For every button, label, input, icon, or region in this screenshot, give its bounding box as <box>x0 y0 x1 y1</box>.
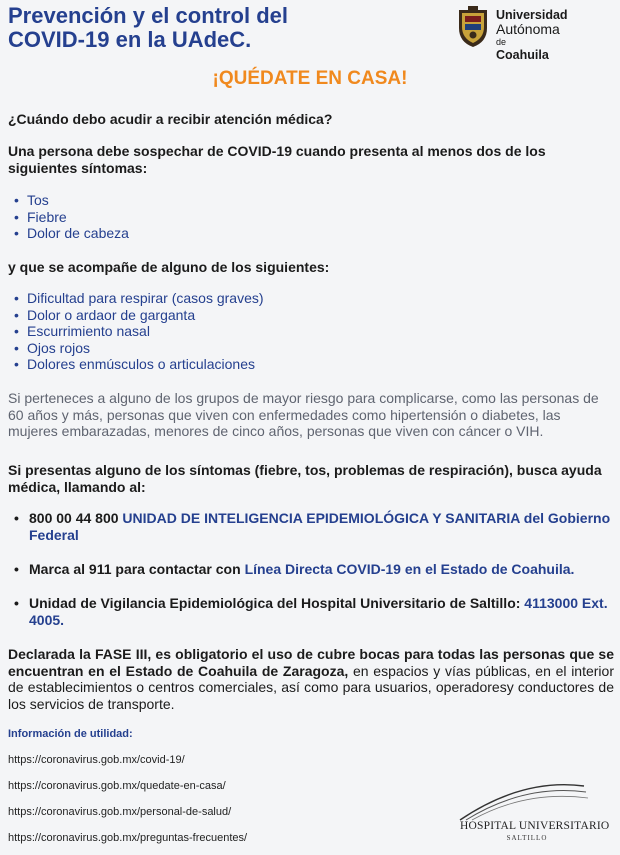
title-line-2: COVID-19 en la UAdeC. <box>8 27 252 52</box>
logo-line-3: Coahuila <box>496 48 549 62</box>
useful-info-heading: Información de utilidad: <box>8 728 133 740</box>
accompanied-intro: y que se acompañe de alguno de los siguientes: <box>8 259 330 275</box>
phase-rest-text: en espacios y vías públicas, en el interior de establecimientos o centros comerciales, así como para usuarios, operadoresy conductores de los servicios de transporte. <box>8 662 614 712</box>
info-link-quedate[interactable]: https://coronavirus.gob.mx/quedate-en-casa/ <box>8 780 226 792</box>
contact-item <box>14 510 614 544</box>
list-item: • Dolores enmúsculos o articulaciones <box>14 356 264 373</box>
stay-home-heading: ¡QUÉDATE EN CASA! <box>212 68 408 89</box>
contact-lead: Marca al 911 para contactar con <box>29 561 241 577</box>
list-item: • Ojos rojos <box>14 340 264 357</box>
list-item: • Fiebre <box>14 209 129 226</box>
contact-phone: 800 00 44 800 <box>29 510 119 526</box>
page-title <box>8 4 288 52</box>
contact-phone: 4113000 Ext. 4005. <box>29 595 608 628</box>
title-line-1: Prevención y el control del <box>8 3 288 28</box>
hospital-arc-icon <box>452 776 612 822</box>
contact-item <box>14 595 614 629</box>
info-link-covid[interactable]: https://coronavirus.gob.mx/covid-19/ <box>8 754 185 766</box>
phase-paragraph <box>8 646 614 712</box>
info-link-preguntas[interactable]: https://coronavirus.gob.mx/preguntas-frecuentes/ <box>8 832 248 844</box>
list-item: • Tos <box>14 192 129 209</box>
phase-bold-text: Declarada la FASE III, es obligatorio el uso de cubre bocas para todas las personas que se encuentran en el Estado de Coahuila de Zaragoza, <box>8 646 614 679</box>
university-crest-icon <box>456 6 490 48</box>
extra-symptom-list <box>14 290 264 373</box>
symptoms-intro: Una persona debe sospechar de COVID-19 cuando presenta al menos dos de los siguientes síntomas: <box>8 143 546 176</box>
call-intro: Si presentas alguno de los síntomas (fiebre, tos, problemas de respiración), busca ayuda médica, llamando al: <box>8 462 602 495</box>
logo-line-2: Autónoma <box>496 21 560 37</box>
contact-list <box>14 510 614 629</box>
university-name <box>496 9 568 62</box>
logo-line-3-prefix: de <box>496 37 507 47</box>
hospital-logo <box>452 776 612 846</box>
question-heading: ¿Cuándo debo acudir a recibir atención médica? <box>8 111 333 127</box>
list-item: • Escurrimiento nasal <box>14 323 264 340</box>
hospital-city: SALTILLO <box>506 834 548 842</box>
university-logo <box>456 6 616 62</box>
list-item: • Dolor o ardaor de garganta <box>14 307 264 324</box>
contact-item <box>14 561 614 578</box>
logo-line-1: Universidad <box>496 8 568 22</box>
hospital-name: HOSPITAL UNIVERSITARIO <box>460 820 610 832</box>
symptom-list <box>14 192 129 242</box>
contact-description: UNIDAD DE INTELIGENCIA EPIDEMIOLÓGICA Y SANITARIA del Gobierno Federal <box>29 510 611 543</box>
risk-groups-paragraph: Si perteneces a alguno de los grupos de mayor riesgo para complicarse, como las personas de 60 años y más, personas que viven con enfermedades como hipertensión o diabetes, las mujeres embarazadas, menores de cinco años, personas que viven con cáncer o VIH. <box>8 390 599 439</box>
list-item: • Dolor de cabeza <box>14 225 129 242</box>
contact-description: Línea Directa COVID-19 en el Estado de Coahuila. <box>244 561 575 577</box>
list-item: • Dificultad para respirar (casos graves) <box>14 290 264 307</box>
contact-lead: Unidad de Vigilancia Epidemiológica del Hospital Universitario de Saltillo: <box>29 595 521 611</box>
info-link-personal[interactable]: https://coronavirus.gob.mx/personal-de-salud/ <box>8 806 232 818</box>
